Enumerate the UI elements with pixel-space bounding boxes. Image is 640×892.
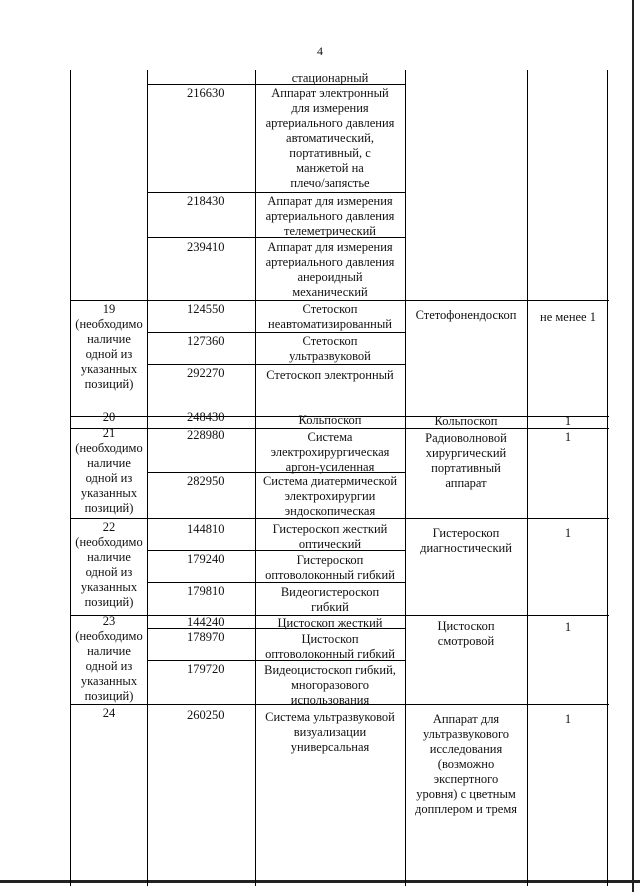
quantity: 1 — [564, 620, 572, 634]
device-name: Гистероскоп оптоволоконный гибкий — [265, 553, 395, 582]
device-name: Аппарат электронный для измерения артериального давления автоматический, портативный, с манжетой на плечо/запястье — [265, 86, 395, 190]
device-name: стационарный — [291, 71, 369, 85]
nkmi-code: 292270 — [187, 366, 225, 380]
row-number: 23 (необходимо наличие одной из указанных позиций) — [75, 614, 143, 703]
device-name: Цистоскоп оптоволоконный гибкий — [265, 632, 395, 661]
row-number: 19 (необходимо наличие одной из указанных позиций) — [75, 302, 143, 391]
nkmi-code: 179810 — [187, 584, 225, 598]
device-name: Аппарат для измерения артериального давления телеметрический — [265, 194, 395, 238]
quantity: не менее 1 — [540, 310, 596, 324]
quantity: 1 — [564, 414, 572, 428]
nkmi-code: 144810 — [187, 522, 225, 536]
device-name: Стетоскоп электронный — [266, 368, 394, 382]
nkmi-code: 216630 — [187, 86, 225, 100]
nkmi-code: 179720 — [187, 662, 225, 676]
nkmi-code: 218430 — [187, 194, 225, 208]
device-name: Цистоскоп жесткий — [277, 616, 383, 630]
device-name: Система электрохирургическая аргон-усиленная — [270, 430, 390, 474]
nkmi-code: 144240 — [187, 615, 225, 629]
required-device: Цистоскоп смотровой — [437, 619, 495, 648]
subrow-divider — [147, 332, 405, 333]
nkmi-code: 127360 — [187, 334, 225, 348]
quantity: 1 — [564, 526, 572, 540]
required-device: Аппарат для ультразвукового исследования (возможно экспертного уровня) с цветным допплером и тремя — [415, 712, 517, 816]
nkmi-code: 179240 — [187, 552, 225, 566]
page-number: 4 — [317, 44, 323, 58]
device-name: Стетоскоп неавтоматизированный — [268, 302, 392, 331]
equipment-table — [70, 70, 608, 886]
row-number: 21 (необходимо наличие одной из указанных позиций) — [75, 426, 143, 515]
subrow-divider — [147, 192, 405, 193]
required-device: Гистероскоп диагностический — [420, 526, 512, 555]
device-name: Гистероскоп жесткий оптический — [272, 522, 388, 551]
device-name: Видеогистероскоп гибкий — [280, 585, 380, 614]
nkmi-code: 239410 — [187, 240, 225, 254]
nkmi-code: 248430 — [187, 410, 225, 424]
device-name: Система диатермической электрохирургии эндоскопическая — [262, 474, 398, 518]
quantity: 1 — [564, 712, 572, 726]
nkmi-code: 260250 — [187, 708, 225, 722]
row-number: 22 (необходимо наличие одной из указанных позиций) — [75, 520, 143, 609]
subrow-divider — [147, 364, 405, 365]
required-device: Радиоволновой хирургический портативный аппарат — [425, 431, 507, 490]
required-device: Кольпоскоп — [434, 414, 498, 428]
scan-edge-right — [632, 0, 634, 892]
nkmi-code: 124550 — [187, 302, 225, 316]
device-name: Система ультразвуковой визуализации универсальная — [265, 710, 395, 754]
device-name: Кольпоскоп — [298, 413, 362, 427]
row-number: 20 — [102, 410, 116, 424]
quantity: 1 — [564, 430, 572, 444]
required-device: Стетофонендоскоп — [415, 308, 517, 322]
nkmi-code: 178970 — [187, 630, 225, 644]
nkmi-code: 282950 — [187, 474, 225, 488]
row-number: 24 — [102, 706, 116, 720]
row-divider — [71, 300, 609, 301]
device-name: Видеоцистоскоп гибкий, многоразового использования — [264, 663, 396, 707]
column-divider — [527, 70, 528, 886]
device-name: Стетоскоп ультразвуковой — [289, 334, 371, 363]
nkmi-code: 228980 — [187, 428, 225, 442]
device-name: Аппарат для измерения артериального давления анероидный механический — [265, 240, 395, 299]
